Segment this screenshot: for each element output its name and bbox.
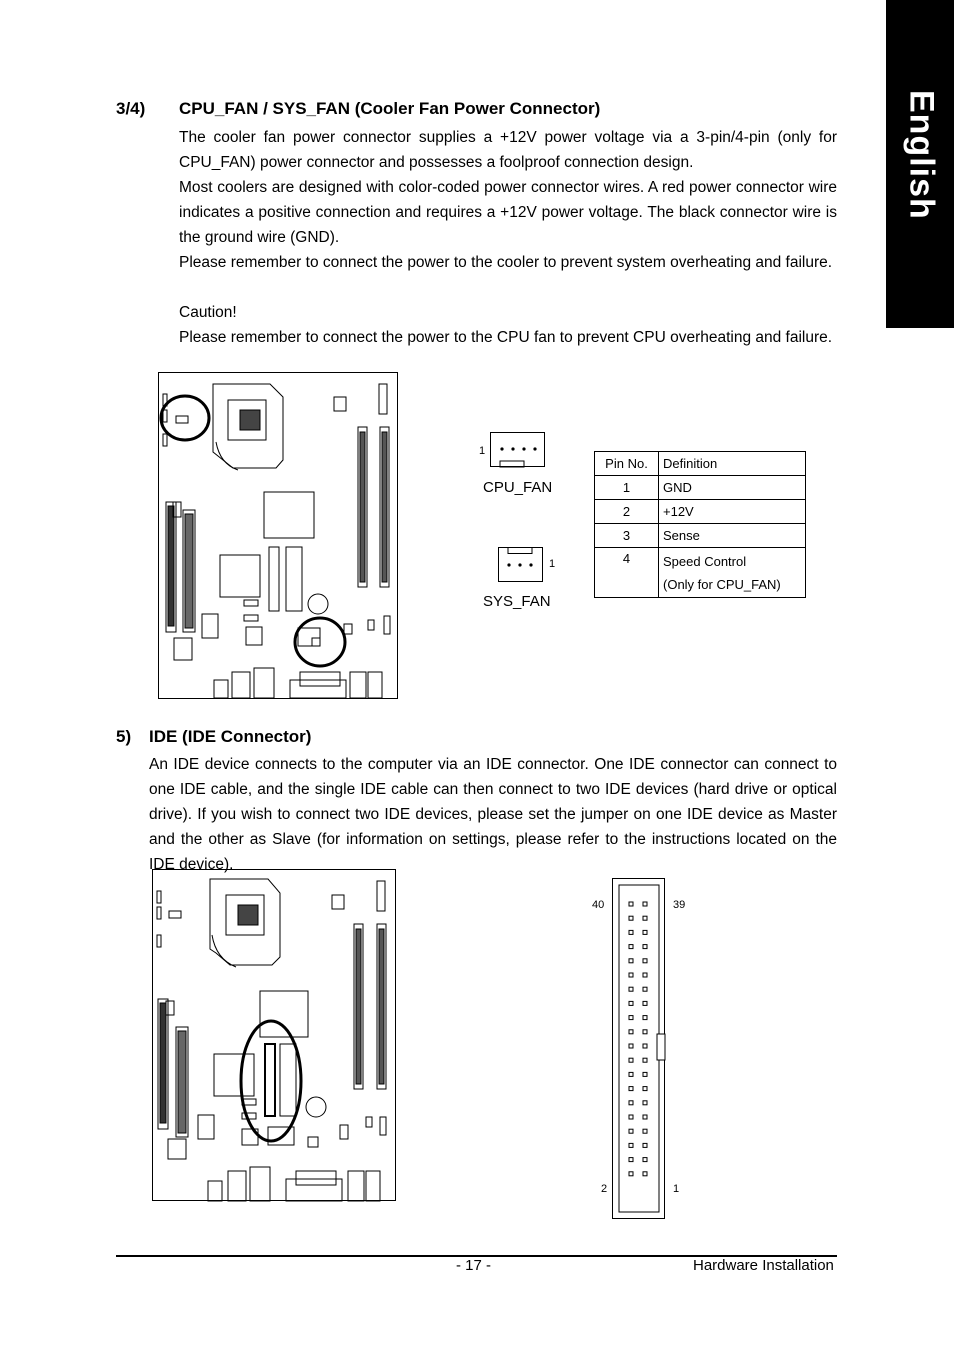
pin-definition-cell: Sense [659, 524, 806, 548]
pin-definition-cell: GND [659, 476, 806, 500]
section-number-fan: 3/4) [116, 99, 146, 118]
ide-pin-40-label: 40 [592, 899, 605, 911]
ide-pin [643, 1087, 647, 1091]
ide-pin [629, 902, 633, 906]
sys-fan-connector-icon [498, 547, 544, 583]
pin-number-cell: 3 [595, 524, 659, 548]
ide-pin [629, 1143, 633, 1147]
ide-pin [629, 1030, 633, 1034]
ide-pin [629, 973, 633, 977]
table-header-cell: Pin No. [595, 452, 659, 476]
ide-pin-39-label: 39 [673, 899, 686, 911]
ide-pin [643, 945, 647, 949]
section-title-ide: IDE (IDE Connector) [149, 727, 312, 746]
ide-pin [643, 1129, 647, 1133]
ide-pin [629, 1158, 633, 1162]
ide-pin [643, 930, 647, 934]
footer-section: Hardware Installation [693, 1257, 834, 1274]
table-header-cell: Definition [659, 452, 806, 476]
ide-pin [629, 959, 633, 963]
table-row [595, 476, 806, 500]
ide-pin [643, 987, 647, 991]
ide-pin [643, 916, 647, 920]
table-row [595, 500, 806, 524]
section-number-ide: 5) [116, 727, 132, 746]
cpu-fan-pin1-label: 1 [479, 445, 486, 457]
sys-fan-pin1-label: 1 [549, 558, 556, 570]
cpu-fan-connector-icon [490, 432, 546, 468]
language-tab-label: English [902, 90, 941, 220]
table-row [595, 524, 806, 548]
pin-definition-note: (Only for CPU_FAN) [663, 576, 781, 592]
ide-paragraph: An IDE device connects to the computer via an IDE connector. One IDE connector can connect to one IDE cable, and the single IDE cable can then connect to two IDE devices (hard drive or optical drive). If you wish to connect two IDE devices, please set the jumper on one IDE device as Master and the other as Slave (for information on settings, please refer to the instructions located on the IDE device). [149, 756, 837, 873]
fan-pin-table [594, 451, 806, 598]
motherboard-diagram-fan [158, 372, 398, 699]
fan-paragraph-4: Please remember to connect the power to the CPU fan to prevent CPU overheating and failure. [179, 329, 833, 346]
ide-pin [643, 902, 647, 906]
ide-pin-1-label: 1 [673, 1183, 680, 1195]
ide-pin [643, 1072, 647, 1076]
fan-paragraph-3: Please remember to connect the power to the cooler to prevent system overheating and failure. [179, 254, 833, 271]
ide-pin [643, 1143, 647, 1147]
ide-pin [643, 1158, 647, 1162]
section-title-fan: CPU_FAN / SYS_FAN (Cooler Fan Power Connector) [179, 99, 601, 118]
ide-pin [643, 1044, 647, 1048]
ide-pin [629, 1115, 633, 1119]
fan-paragraph-1: The cooler fan power connector supplies a +12V power voltage via a 3-pin/4-pin (only for CPU_FAN) power connector and possesses a foolproof connection design. [179, 129, 837, 171]
pin-number-cell: 2 [595, 500, 659, 524]
pin-definition-cell [659, 548, 806, 598]
ide-pin [643, 1016, 647, 1020]
ide-pin [643, 1101, 647, 1105]
ide-pin [629, 1129, 633, 1133]
ide-pin-2-label: 2 [601, 1183, 608, 1195]
ide-pin [629, 945, 633, 949]
sys-fan-label: SYS_FAN [483, 593, 551, 610]
table-row [595, 548, 806, 598]
pin-number-cell: 1 [595, 476, 659, 500]
ide-pin [643, 973, 647, 977]
ide-pin [643, 959, 647, 963]
fan-paragraph-2: Most coolers are designed with color-coded power connector wires. A red power connector wire indicates a positive connection and requires a +12V power voltage. The black connector wire is the ground wire (GND). [179, 179, 837, 246]
caution-label: Caution! [179, 304, 237, 321]
pin-definition-cell: +12V [659, 500, 806, 524]
page-number: - 17 - [456, 1257, 492, 1274]
pin-definition-line: Speed Control [663, 553, 747, 569]
ide-pin [629, 987, 633, 991]
ide-pin [629, 1172, 633, 1176]
ide-pin [629, 916, 633, 920]
ide-pin [629, 1087, 633, 1091]
ide-pin [629, 930, 633, 934]
pin-number-cell: 4 [595, 548, 659, 598]
ide-pin [629, 1001, 633, 1005]
ide-pin [629, 1044, 633, 1048]
ide-pin [629, 1058, 633, 1062]
ide-pin [643, 1115, 647, 1119]
ide-pin [629, 1072, 633, 1076]
ide-pin [643, 1058, 647, 1062]
ide-pin [643, 1001, 647, 1005]
table-header-row [595, 452, 806, 476]
ide-pin [629, 1101, 633, 1105]
ide-pin [643, 1172, 647, 1176]
ide-connector-icon [612, 878, 666, 1220]
motherboard-diagram-ide [152, 869, 396, 1201]
ide-pin [629, 1016, 633, 1020]
ide-pin [643, 1030, 647, 1034]
cpu-fan-label: CPU_FAN [483, 479, 553, 496]
